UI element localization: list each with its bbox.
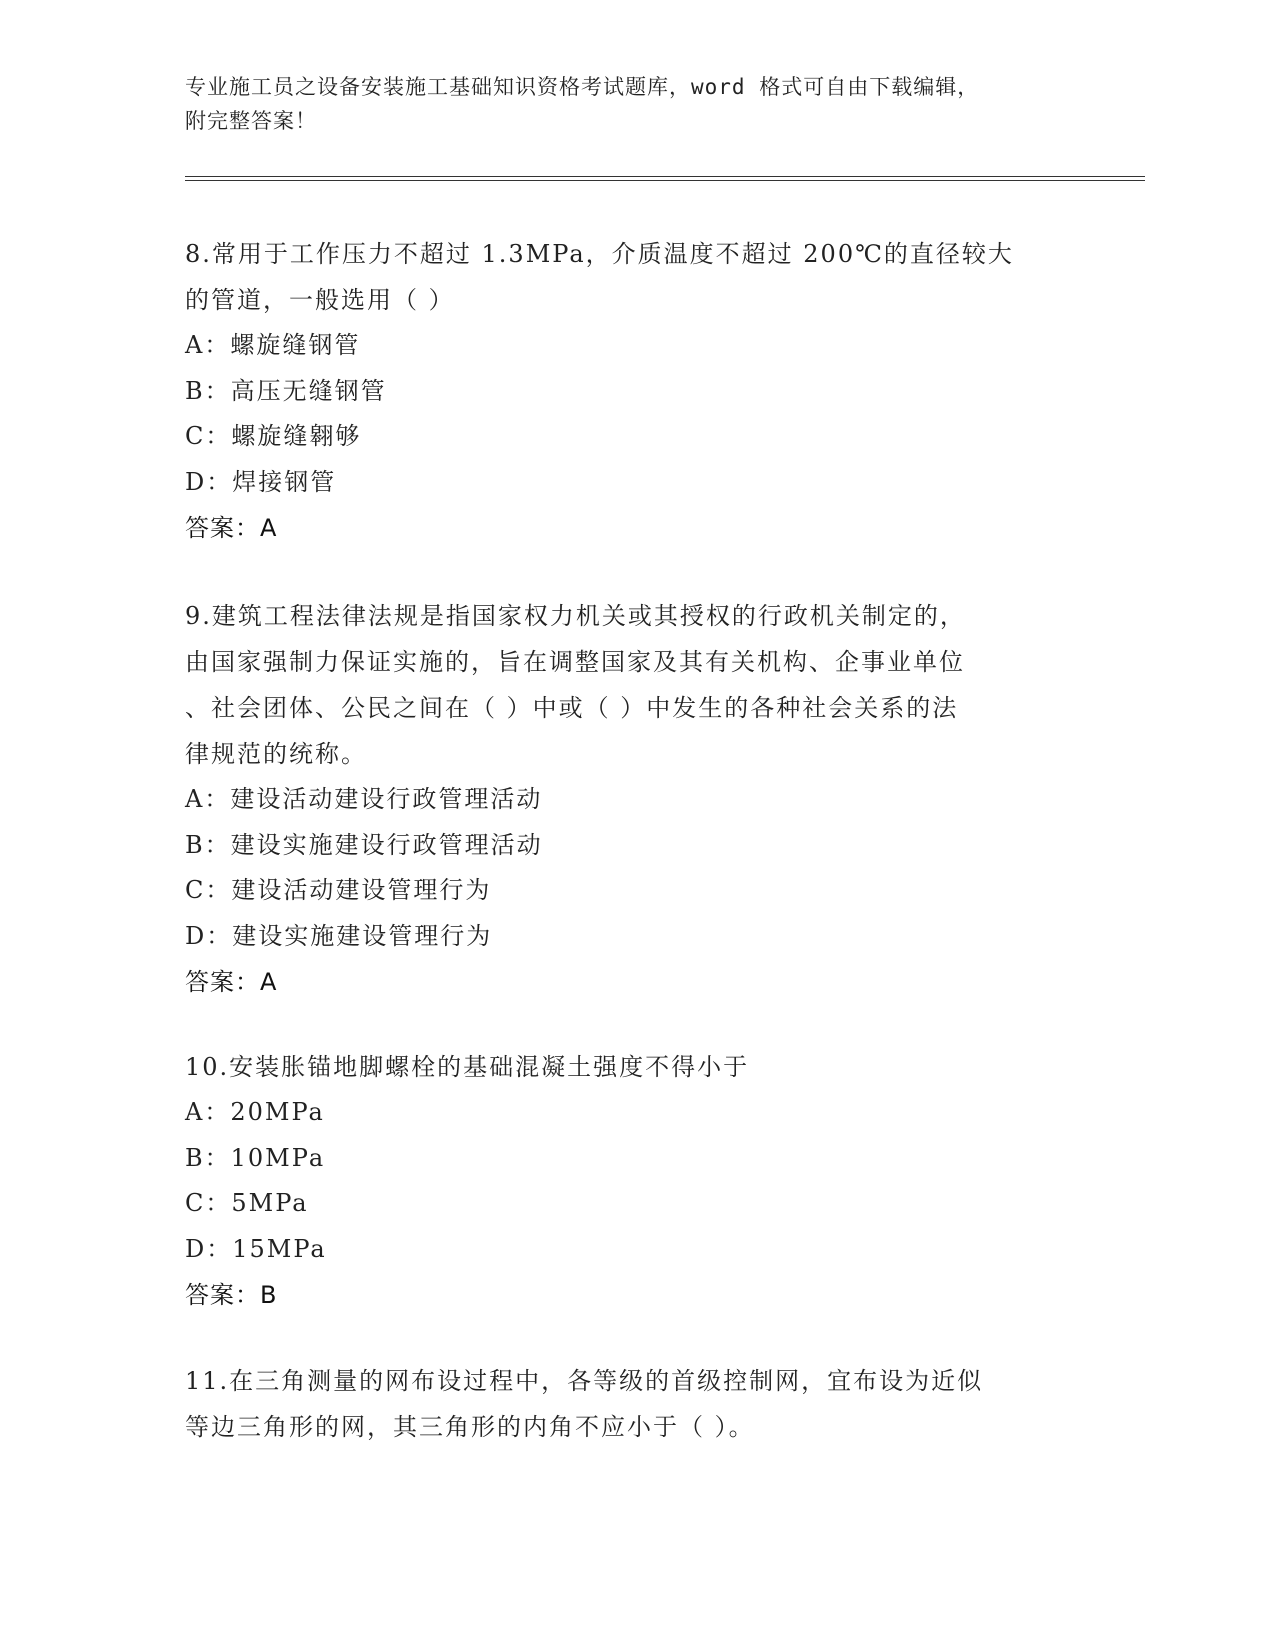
question-text-line: 8.常用于工作压力不超过 1.3MPa，介质温度不超过 200℃的直径较大: [185, 240, 1014, 268]
document-header: [185, 70, 1085, 138]
question-text-line: 11.在三角测量的网布设过程中，各等级的首级控制网，宜布设为近似: [185, 1367, 984, 1395]
option-d: D：15MPa: [185, 1234, 327, 1263]
question-text-line: 、社会团体、公民之间在（ ）中或（ ）中发生的各种社会关系的法: [185, 694, 959, 722]
option-c: C：螺旋缝翱够: [185, 422, 362, 450]
question-text-line: 的管道，一般选用（ ）: [185, 286, 455, 314]
option-d: D：建设实施建设管理行为: [185, 921, 493, 950]
question-text-line: 等边三角形的网，其三角形的内角不应小于（ ）。: [185, 1413, 755, 1441]
option-c: C：5MPa: [185, 1189, 309, 1217]
document-page: [185, 0, 1145, 1650]
question-text-line: 10.安装胀锚地脚螺栓的基础混凝土强度不得小于: [185, 1053, 750, 1081]
question-11: [185, 1358, 1085, 1450]
header-line-2: 附完整答案！: [185, 109, 317, 133]
question-9: [185, 593, 1085, 1005]
option-d: D：焊接钢管: [185, 467, 337, 496]
option-c: C：建设活动建设管理行为: [185, 876, 492, 904]
answer: 答案：A: [185, 514, 278, 542]
header-line-1: 专业施工员之设备安装施工基础知识资格考试题库，word 格式可自由下载编辑，: [185, 75, 980, 99]
question-text-line: 9.建筑工程法律法规是指国家权力机关或其授权的行政机关制定的，: [185, 602, 966, 630]
option-b: B：10MPa: [185, 1143, 326, 1172]
option-a: A：螺旋缝钢管: [185, 331, 361, 359]
question-text-line: 由国家强制力保证实施的，旨在调整国家及其有关机构、企事业单位: [185, 648, 965, 676]
header-divider: [185, 176, 1145, 181]
option-a: A：建设活动建设行政管理活动: [185, 785, 543, 813]
answer: 答案：A: [185, 968, 278, 996]
option-b: B：高压无缝钢管: [185, 376, 387, 405]
answer: 答案：B: [185, 1281, 278, 1309]
question-8: [185, 231, 1085, 551]
option-b: B：建设实施建设行政管理活动: [185, 830, 543, 859]
question-text-line: 律规范的统称。: [185, 740, 367, 768]
option-a: A：20MPa: [185, 1098, 325, 1126]
question-10: [185, 1044, 1085, 1318]
